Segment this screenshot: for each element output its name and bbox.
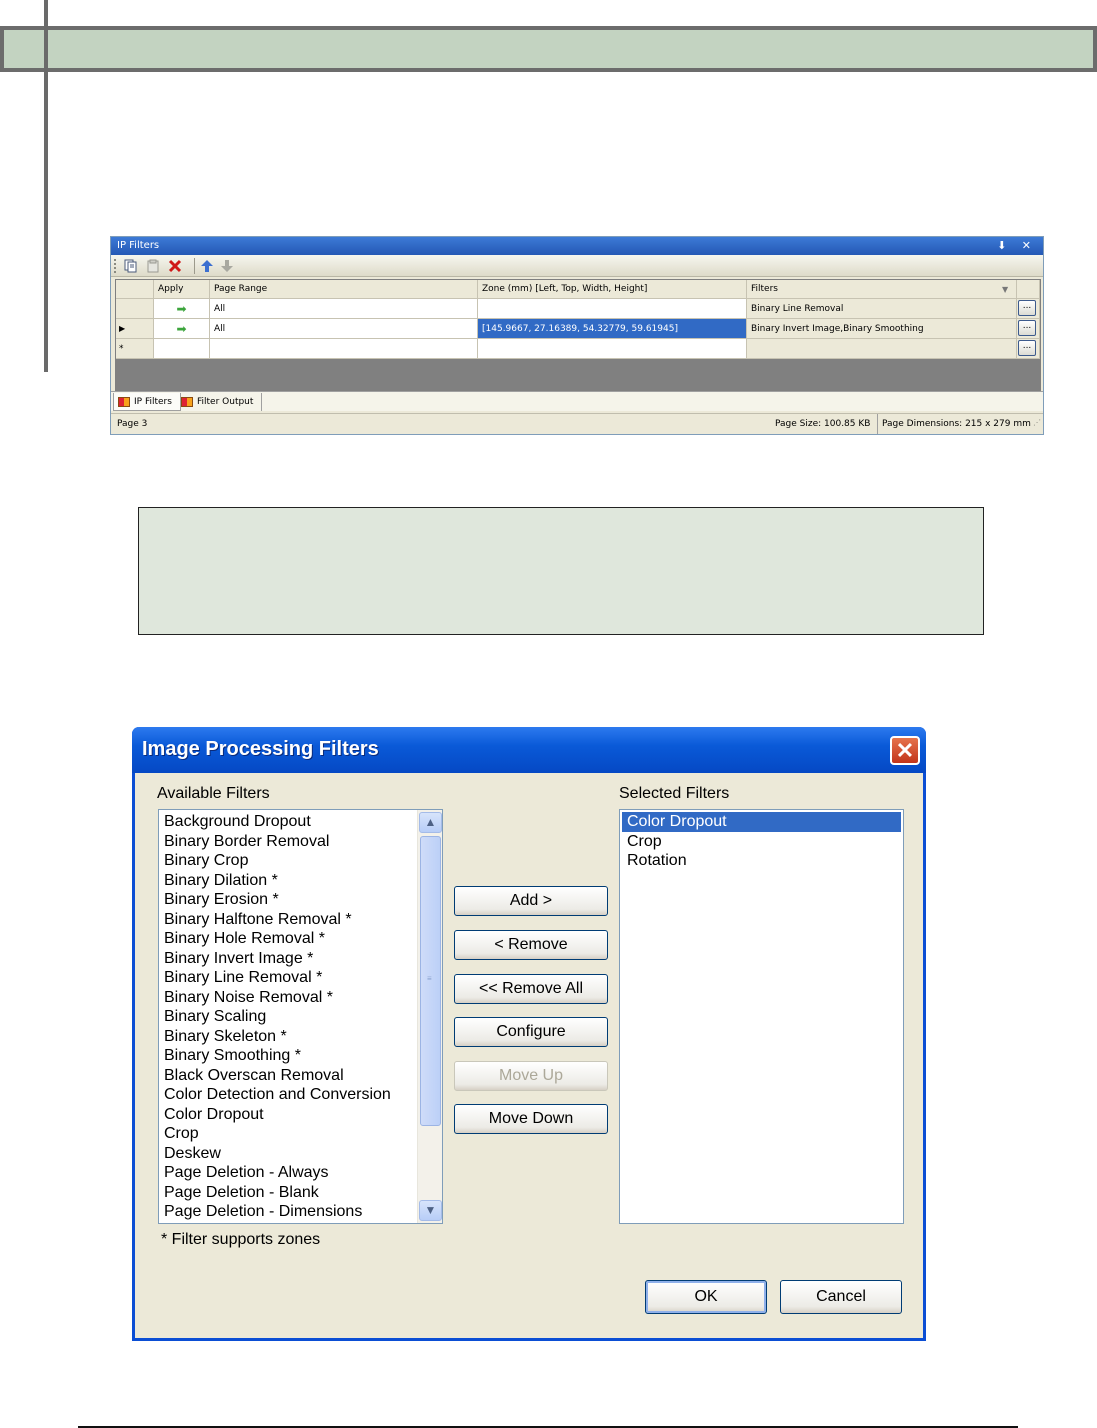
cancel-button[interactable]: Cancel: [780, 1280, 902, 1314]
panel-pin-close-icons[interactable]: ⬇ ✕: [997, 239, 1037, 252]
apply-cell[interactable]: [154, 319, 210, 339]
tab-label: Filter Output: [197, 397, 254, 407]
note-box: [138, 507, 984, 635]
tab-label: IP Filters: [134, 397, 172, 407]
scroll-down-icon[interactable]: ▼: [419, 1200, 442, 1221]
remove-all-button[interactable]: << Remove All: [454, 974, 608, 1004]
available-filters-list[interactable]: [158, 809, 443, 1224]
copy-icon[interactable]: [123, 258, 139, 274]
delete-icon[interactable]: [167, 258, 183, 274]
available-filters-label: Available Filters: [157, 785, 270, 802]
apply-arrow-icon[interactable]: ➡: [176, 322, 187, 336]
configure-button[interactable]: Configure: [454, 1017, 608, 1047]
available-filter-item[interactable]: Binary Smoothing *: [164, 1047, 301, 1064]
filter-tab-icon: [118, 397, 130, 407]
remove-button[interactable]: < Remove: [454, 930, 608, 960]
column-header-page-range[interactable]: Page Range: [210, 280, 478, 299]
row-header[interactable]: [116, 299, 154, 319]
edit-filters-button[interactable]: ...: [1018, 340, 1036, 356]
available-filter-item[interactable]: Binary Invert Image *: [164, 949, 314, 967]
panel-toolbar: [111, 255, 1043, 277]
zone-cell-selected[interactable]: [145.9667, 27.16389, 54.32779, 59.61945]: [478, 319, 747, 339]
image-processing-filters-dialog: [132, 727, 926, 1341]
selected-filters-list[interactable]: [619, 809, 904, 1224]
dialog-title-bar[interactable]: [132, 727, 926, 773]
panel-title: IP Filters: [117, 240, 160, 251]
section-header-band: [0, 26, 1097, 72]
column-header-filters[interactable]: Filters: [747, 280, 1017, 299]
available-filter-item[interactable]: Background Dropout: [164, 813, 311, 830]
dialog-title: Image Processing Filters: [142, 738, 379, 760]
move-down-icon[interactable]: [219, 258, 235, 274]
available-filter-item[interactable]: Binary Border Removal: [164, 832, 330, 850]
zones-footnote: * Filter supports zones: [161, 1231, 321, 1248]
filters-button-cell: [1017, 339, 1040, 359]
edit-filters-button[interactable]: ...: [1018, 320, 1036, 336]
filters-cell[interactable]: Binary Line Removal: [747, 299, 1017, 319]
ok-button[interactable]: OK: [645, 1280, 767, 1314]
tab-filter-output[interactable]: [177, 393, 262, 411]
available-filter-item[interactable]: Black Overscan Removal: [164, 1066, 344, 1084]
selected-filters-label: Selected Filters: [619, 785, 730, 802]
available-filter-item[interactable]: Crop: [164, 1125, 199, 1142]
grid-corner: [116, 280, 154, 299]
selected-filter-item[interactable]: Crop: [627, 832, 662, 850]
available-filter-item[interactable]: Color Detection and Conversion: [164, 1086, 391, 1103]
toolbar-separator: [194, 258, 195, 274]
available-filter-item[interactable]: Binary Noise Removal *: [164, 988, 333, 1006]
toolbar-grip[interactable]: [114, 259, 116, 273]
apply-arrow-icon[interactable]: ➡: [176, 302, 187, 316]
selected-filter-item[interactable]: Color Dropout: [622, 812, 901, 832]
move-up-button[interactable]: Move Up: [454, 1061, 608, 1091]
paste-icon[interactable]: [145, 258, 161, 274]
available-filter-item[interactable]: Binary Halftone Removal *: [164, 910, 352, 928]
available-filter-item[interactable]: Color Dropout: [164, 1105, 264, 1123]
filter-output-tab-icon: [181, 397, 193, 407]
zone-cell[interactable]: [478, 299, 747, 319]
available-filter-item[interactable]: Binary Dilation *: [164, 871, 278, 889]
selected-filter-item[interactable]: Rotation: [627, 852, 687, 869]
scroll-up-icon[interactable]: ▲: [419, 812, 442, 833]
apply-cell[interactable]: [154, 339, 210, 359]
add-button[interactable]: Add >: [454, 886, 608, 916]
filters-grid: [115, 279, 1041, 391]
filters-button-cell: [1017, 319, 1040, 339]
column-sort-chevron-icon[interactable]: ▼: [1000, 280, 1016, 299]
status-page-dimensions: Page Dimensions: 215 x 279 mm: [877, 414, 1031, 434]
resize-grip-icon[interactable]: ⋰: [1033, 418, 1041, 427]
margin-rule: [44, 0, 48, 372]
edit-filters-button[interactable]: ...: [1018, 300, 1036, 316]
filters-cell[interactable]: Binary Invert Image,Binary Smoothing: [747, 319, 1017, 339]
available-filter-item[interactable]: Binary Erosion *: [164, 891, 279, 908]
available-filter-item[interactable]: Binary Crop: [164, 852, 249, 869]
available-filter-item[interactable]: Binary Hole Removal *: [164, 930, 325, 947]
page-range-cell[interactable]: All: [210, 299, 478, 319]
panel-title-bar: [111, 237, 1043, 255]
row-header-current[interactable]: ▶: [116, 319, 154, 339]
panel-tab-strip: [111, 391, 1043, 411]
available-list-scrollbar[interactable]: [417, 810, 442, 1223]
available-filter-item[interactable]: Deskew: [164, 1144, 221, 1162]
available-filter-item[interactable]: Binary Skeleton *: [164, 1027, 287, 1045]
page-range-cell[interactable]: All: [210, 319, 478, 339]
available-filter-item[interactable]: Binary Scaling: [164, 1008, 267, 1025]
available-filter-item[interactable]: Page Deletion - Dimensions: [164, 1203, 363, 1220]
available-filter-item[interactable]: Page Deletion - Blank: [164, 1183, 319, 1201]
tab-ip-filters[interactable]: [113, 393, 181, 411]
status-page: Page 3: [117, 419, 148, 429]
status-page-size: Page Size: 100.85 KB: [775, 419, 871, 429]
close-icon[interactable]: ✕: [890, 736, 920, 765]
status-bar: [111, 413, 1043, 434]
apply-cell[interactable]: [154, 299, 210, 319]
page-range-cell[interactable]: [210, 339, 478, 359]
available-filter-item[interactable]: Binary Line Removal *: [164, 969, 323, 986]
zone-cell[interactable]: [478, 339, 747, 359]
row-header-new[interactable]: *: [116, 339, 154, 359]
scroll-thumb[interactable]: ≡: [420, 836, 441, 1126]
move-down-button[interactable]: Move Down: [454, 1104, 608, 1134]
ip-filters-panel: [110, 236, 1044, 435]
filters-cell[interactable]: [747, 339, 1017, 359]
column-header-zone[interactable]: Zone (mm) [Left, Top, Width, Height]: [478, 280, 747, 299]
filters-button-cell: [1017, 299, 1040, 319]
available-filter-item[interactable]: Page Deletion - Always: [164, 1164, 329, 1181]
column-header-blank: [1017, 280, 1040, 299]
move-up-icon[interactable]: [199, 258, 215, 274]
column-header-apply[interactable]: Apply: [154, 280, 210, 299]
